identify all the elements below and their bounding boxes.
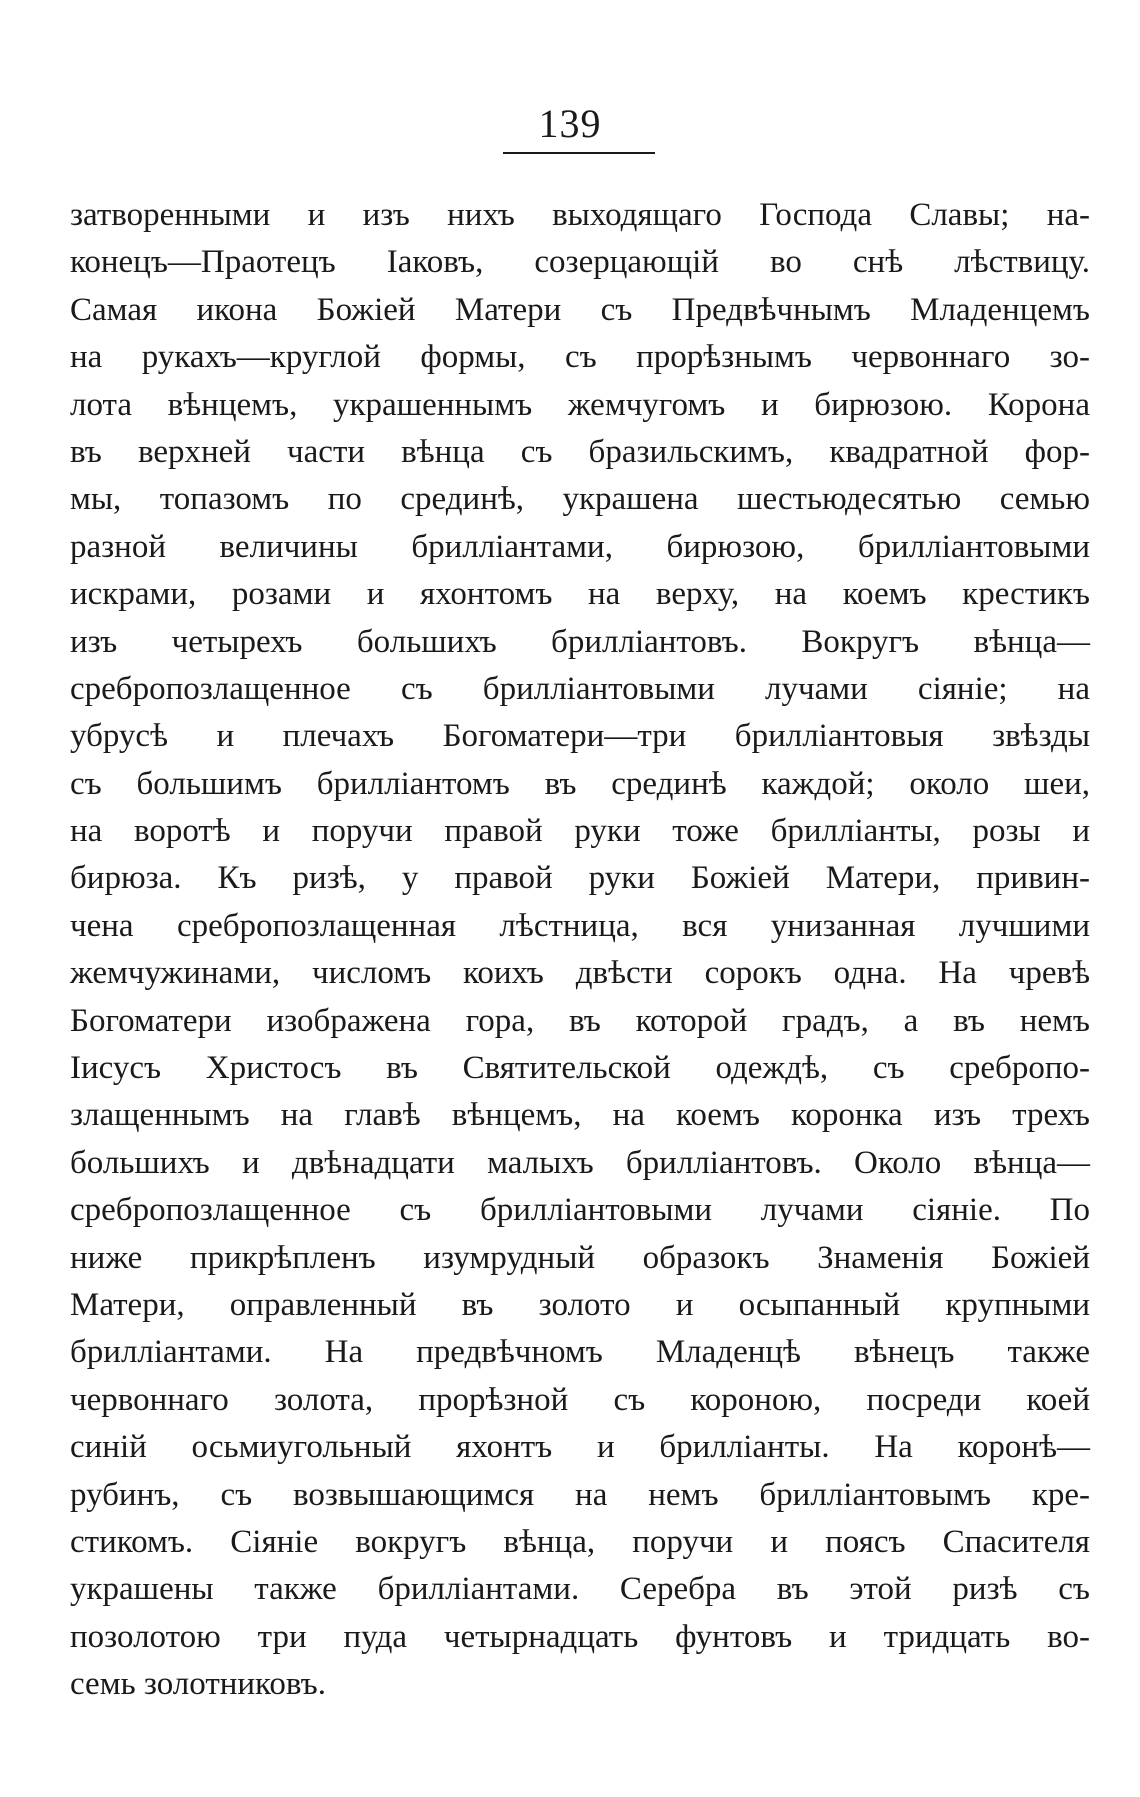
text-line: бриллiантами. На предвѣчномъ Младенцѣ вѣнецъ также [70, 1334, 1090, 1371]
text-line: Матери, оправленный въ золото и осыпанный крупными [70, 1286, 1090, 1323]
text-line: убрусѣ и плечахъ Богоматери—три бриллiантовыя звѣзды [70, 718, 1090, 755]
text-line: съ большимъ бриллiантомъ въ срединѣ каждой; около шеи, [70, 765, 1090, 802]
text-line: конецъ—Праотецъ Іаковъ, созерцающій во снѣ лѣствицу. [70, 244, 1090, 281]
text-line: искрами, розами и яхонтомъ на верху, на коемъ крестикъ [70, 576, 1090, 613]
text-line: червоннаго золота, прорѣзной съ короною, посреди коей [70, 1381, 1090, 1418]
text-line: синiй осьмиугольный яхонтъ и бриллiанты. На коронѣ— [70, 1429, 1090, 1466]
text-line: бирюза. Къ ризѣ, у правой руки Божiей Матери, привин- [70, 860, 1090, 897]
body-text [70, 192, 1090, 1709]
text-line: въ верхней части вѣнца съ бразильскимъ, квадратной фор- [70, 433, 1090, 470]
text-line: изъ четырехъ большихъ бриллiантовъ. Вокругъ вѣнца— [70, 623, 1090, 660]
page-number: 139 [538, 101, 602, 146]
text-line: жемчужинами, числомъ коихъ двѣсти сорокъ одна. На чревѣ [70, 955, 1090, 992]
text-line: семь золотниковъ. [70, 1666, 326, 1703]
text-line: разной величины бриллiантами, бирюзою, бриллiантовыми [70, 528, 1090, 565]
text-line: лота вѣнцемъ, украшеннымъ жемчугомъ и бирюзою. Корона [70, 386, 1090, 423]
text-line: большихъ и двѣнадцати малыхъ бриллiантовъ. Около вѣнца— [70, 1144, 1090, 1181]
text-line: Самая икона Божіей Матери съ Предвѣчнымъ Младенцемъ [70, 291, 1090, 328]
page-number-rule [503, 152, 655, 154]
text-line: чена сребропозлащенная лѣстница, вся унизанная лучшими [70, 907, 1090, 944]
text-line: на рукахъ—круглой формы, съ прорѣзнымъ червоннаго зо- [70, 339, 1090, 376]
text-line: мы, топазомъ по срединѣ, украшена шестьюдесятью семью [70, 481, 1090, 518]
text-line: рубинъ, съ возвышающимся на немъ бриллiантовымъ кре- [70, 1476, 1090, 1513]
text-line: ниже прикрѣпленъ изумрудный образокъ Знаменiя Божiей [70, 1239, 1090, 1276]
text-line: сребропозлащенное съ бриллiантовыми лучами сiянiе. По [70, 1192, 1090, 1229]
text-line: на воротѣ и поручи правой руки тоже бриллiанты, розы и [70, 813, 1090, 850]
text-line: украшены также бриллiантами. Серебра въ этой ризѣ съ [70, 1571, 1090, 1608]
text-line: затворенными и изъ нихъ выходящаго Господа Славы; на- [70, 197, 1090, 233]
text-line: стикомъ. Сiянiе вокругъ вѣнца, поручи и поясъ Спасителя [70, 1523, 1090, 1560]
text-line: Iисусъ Христосъ въ Святительской одеждѣ, съ сребропо- [70, 1050, 1090, 1087]
text-line: Богоматери изображена гора, въ которой градъ, а въ немъ [70, 1002, 1090, 1039]
text-line: злащеннымъ на главѣ вѣнцемъ, на коемъ коронка изъ трехъ [70, 1097, 1090, 1134]
text-line: позолотою три пуда четырнадцать фунтовъ и тридцать во- [70, 1618, 1090, 1655]
text-line: сребропозлащенное съ бриллiантовыми лучами сiянiе; на [70, 670, 1090, 707]
